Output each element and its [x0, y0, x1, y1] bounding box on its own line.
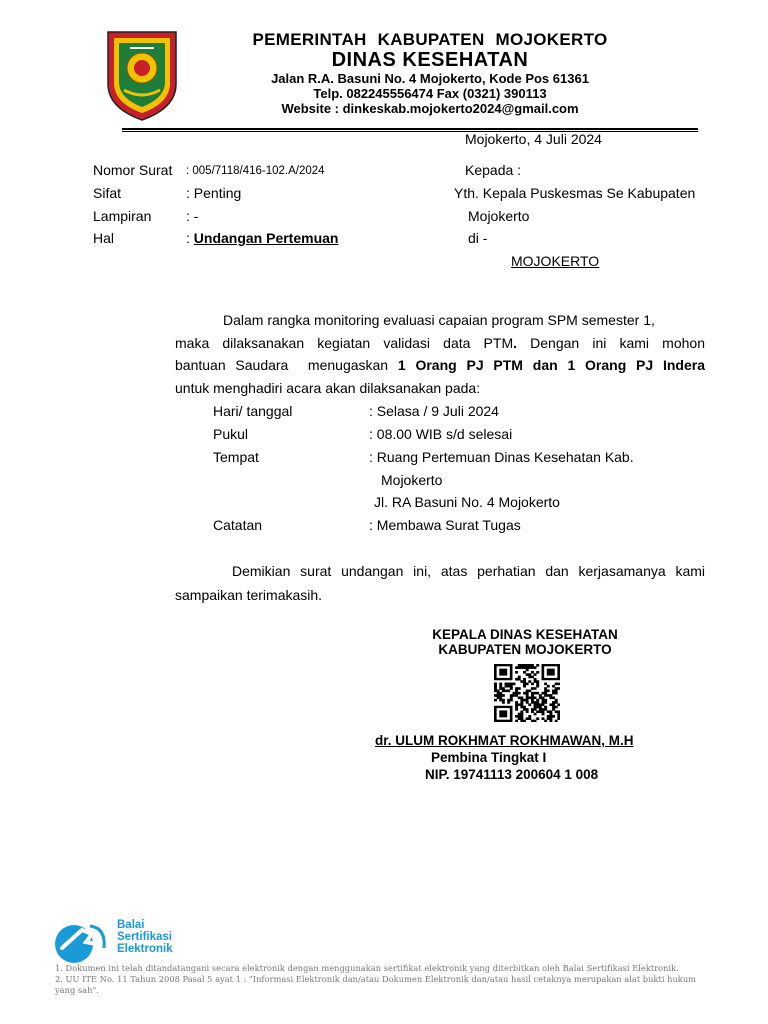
- body-paragraph: [175, 309, 705, 400]
- recipient-kepada: Kepada :: [465, 162, 522, 178]
- nomor-value: : 005/7118/416-102.A/2024: [186, 165, 325, 177]
- catatan-label: Catatan: [213, 517, 263, 533]
- letterhead-address: Jalan R.A. Basuni No. 4 Mojokerto, Kode Pos 61361: [271, 71, 589, 86]
- hal-row: [186, 229, 338, 247]
- bsre-name: Balai Sertifikasi Elektronik: [117, 919, 173, 955]
- lampiran-value: : -: [186, 208, 199, 224]
- signature-title1: KEPALA DINAS KESEHATAN: [432, 627, 618, 642]
- body-line2: maka dilaksanakan kegiatan validasi data PTM. Dengan ini kami mohon: [175, 334, 705, 351]
- recipient-line2: Mojokerto: [468, 208, 530, 224]
- hari-value: : Selasa / 9 Juli 2024: [369, 403, 499, 419]
- footer-notes: [55, 963, 715, 996]
- letterhead-agency: DINAS KESEHATAN: [331, 49, 529, 71]
- bsre-logo-icon: [52, 918, 112, 964]
- hal-colon: :: [186, 230, 194, 246]
- nomor-label: Nomor Surat: [93, 162, 173, 178]
- letter-date: Mojokerto, 4 Juli 2024: [465, 131, 602, 147]
- signatory-nip: NIP. 19741113 200604 1 008: [425, 767, 599, 782]
- letterhead-divider-thin: [122, 131, 698, 132]
- letterhead-website: Website : dinkeskab.mojokerto2024@gmail.com: [281, 101, 579, 116]
- signatory-name: dr. ULUM ROKHMAT ROKHMAWAN, M.H: [375, 733, 634, 748]
- sifat-label: Sifat: [93, 185, 122, 201]
- letterhead-government: PEMERINTAH KABUPATEN MOJOKERTO: [252, 30, 608, 49]
- pukul-value: : 08.00 WIB s/d selesai: [369, 426, 513, 442]
- hari-label: Hari/ tanggal: [213, 403, 293, 419]
- hal-label: Hal: [93, 230, 115, 246]
- letterhead-divider: [122, 128, 698, 130]
- tempat-label: Tempat: [213, 449, 259, 465]
- closing-line2: sampaikan terimakasih.: [175, 586, 323, 603]
- tempat-value2: Mojokerto: [381, 472, 443, 488]
- body-line3: bantuan Saudara menugaskan 1 Orang PJ PTM dan 1 Orang PJ Indera: [175, 357, 705, 374]
- tempat-value1: : Ruang Pertemuan Dinas Kesehatan Kab.: [369, 449, 634, 465]
- closing-paragraph: [175, 560, 705, 606]
- lampiran-label: Lampiran: [93, 208, 152, 224]
- signatory-rank: Pembina Tingkat I: [431, 750, 547, 765]
- body-line4: untuk menghadiri acara akan dilaksanakan pada:: [175, 380, 481, 397]
- hal-value: Undangan Pertemuan: [193, 230, 339, 246]
- recipient-line3: di -: [468, 230, 488, 246]
- tempat-value3: Jl. RA Basuni No. 4 Mojokerto: [374, 494, 560, 510]
- footer-note2: 2. UU ITE No. 11 Tahun 2008 Pasal 5 ayat 1 : "Informasi Elektronik dan/atau Dokumen Elektronik dan/atau hasil cetaknya merupakan alat bukti hukum yang sah".: [55, 974, 697, 995]
- footer-note1: 1. Dokumen ini telah ditandatangani secara elektronik dengan menggunakan sertifikat elektronik yang diterbitkan oleh Balai Sertifikasi Elektronik.: [55, 963, 679, 973]
- qr-code: [494, 664, 560, 722]
- letterhead-phone: Telp. 082245556474 Fax (0321) 390113: [313, 86, 547, 101]
- closing-line1: Demikian surat undangan ini, atas perhatian dan kerjasamanya kami: [232, 563, 705, 579]
- recipient-line1: Yth. Kepala Puskesmas Se Kabupaten: [454, 185, 696, 201]
- recipient-city: MOJOKERTO: [511, 253, 600, 269]
- body-line1: Dalam rangka monitoring evaluasi capaian program SPM semester 1,: [223, 312, 655, 328]
- sifat-value: : Penting: [186, 185, 242, 201]
- signature-title2: KABUPATEN MOJOKERTO: [438, 642, 612, 657]
- catatan-value: : Membawa Surat Tugas: [369, 517, 521, 533]
- pukul-label: Pukul: [213, 426, 249, 442]
